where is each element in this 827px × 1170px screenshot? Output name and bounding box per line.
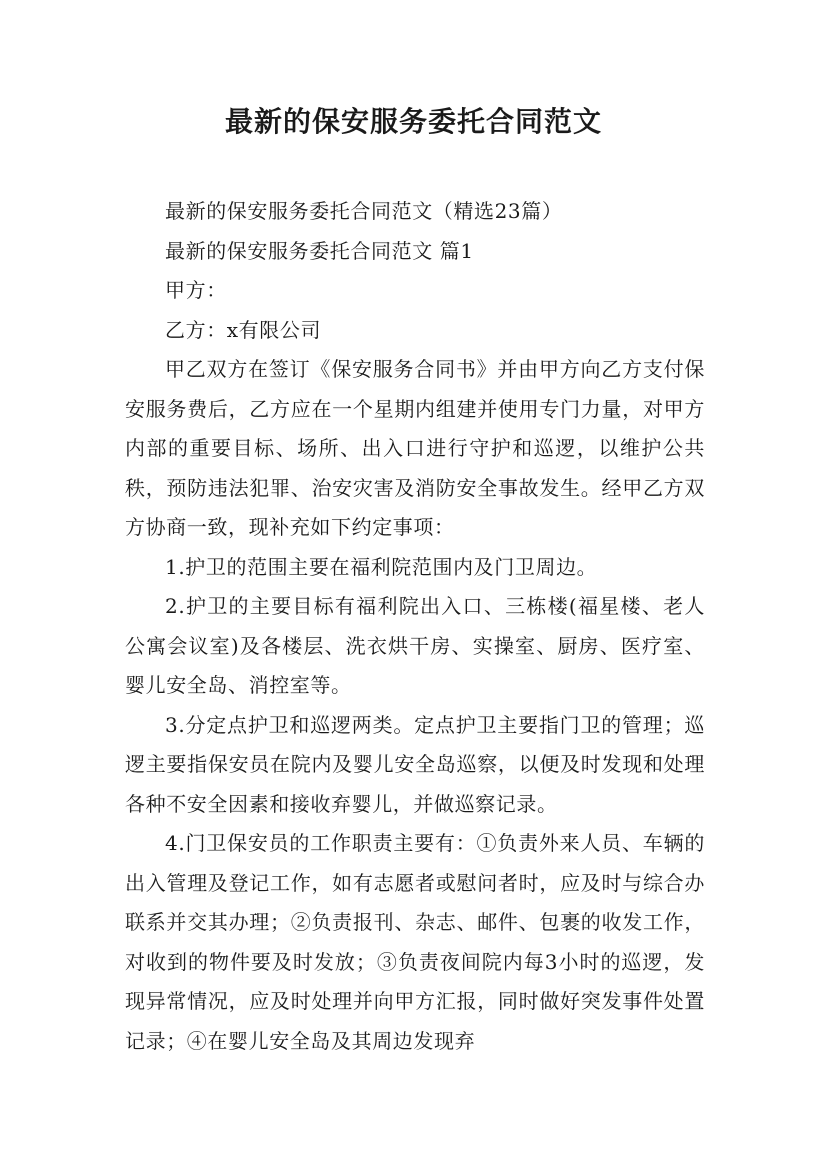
document-title: 最新的保安服务委托合同范文 xyxy=(224,105,602,138)
paragraph: 甲方： xyxy=(165,278,227,302)
paragraph: 4.门卫保安员的工作职责主要有：①负责外来人员、车辆的出入管理及登记工作，如有志愿者或慰问者时，应及时与综合办联系并交其办理；②负责报刊、杂志、邮件、包裹的收发工作，对收到的物件要及时发放；③负责夜间院内每3小时的巡逻，发现异常情况，应及时处理并向甲方汇报，同时做好突发事件处置记录；④在婴儿安全岛及其周边发现弃 xyxy=(125,831,705,1053)
paragraph: 3.分定点护卫和巡逻两类。定点护卫主要指门卫的管理；巡逻主要指保安员在院内及婴儿安全岛巡察，以便及时发现和处理各种不安全因素和接收弃婴儿，并做巡察记录。 xyxy=(125,712,705,816)
paragraph: 最新的保安服务委托合同范文（精选23篇） xyxy=(165,199,563,223)
paragraph: 甲乙双方在签订《保安服务合同书》并由甲方向乙方支付保安服务费后，乙方应在一个星期内组建并使用专门力量，对甲方内部的重要目标、场所、出入口进行守护和巡逻，以维护公共秩，预防违法犯罪、治安灾害及消防安全事故发生。经甲乙方双方协商一致，现补充如下约定事项： xyxy=(125,357,705,539)
paragraph: 最新的保安服务委托合同范文 篇1 xyxy=(165,238,474,263)
paragraph: 乙方：x有限公司 xyxy=(165,317,322,342)
paragraph: 2.护卫的主要目标有福利院出入口、三栋楼(福星楼、老人公寓会议室)及各楼层、洗衣烘干房、实操室、厨房、医疗室、婴儿安全岛、消控室等。 xyxy=(125,594,705,697)
paragraph: 1.护卫的范围主要在福利院范围内及门卫周边。 xyxy=(165,554,598,579)
document-body xyxy=(125,192,705,1061)
